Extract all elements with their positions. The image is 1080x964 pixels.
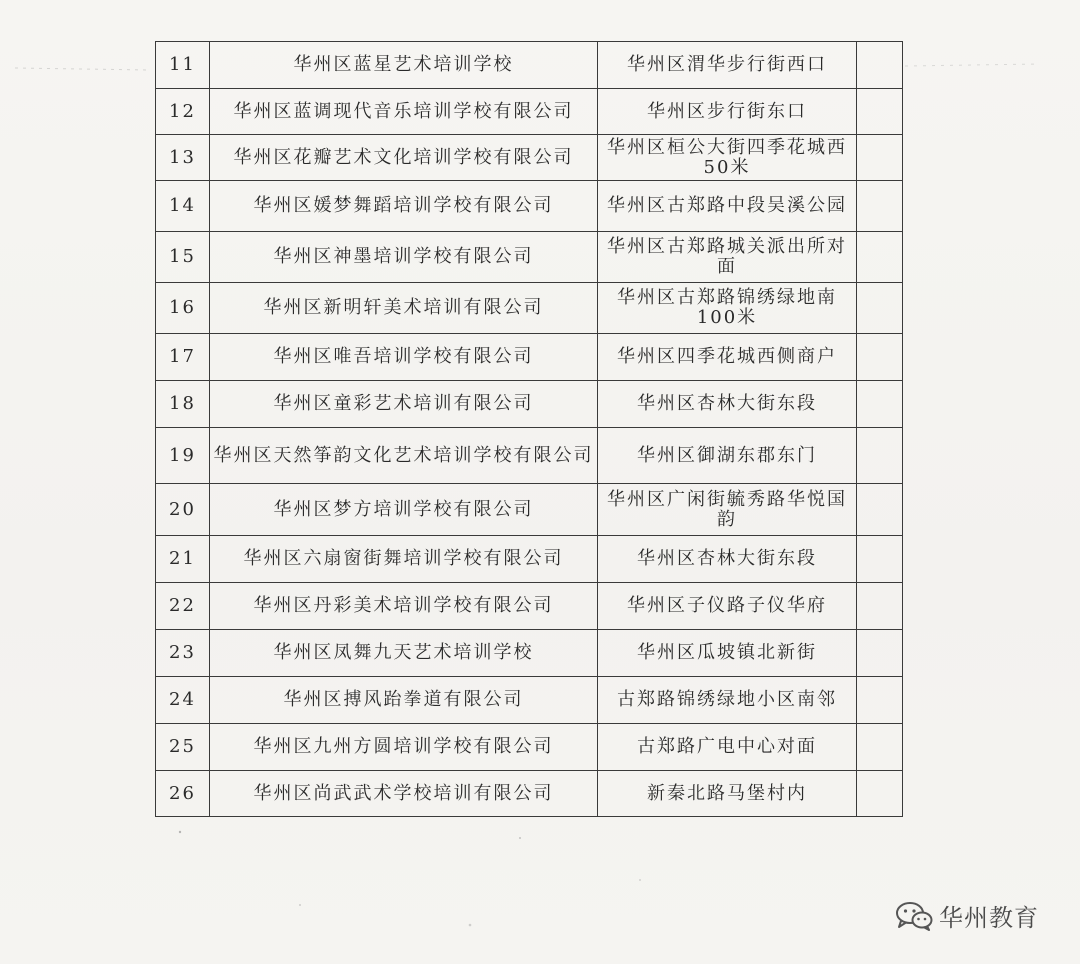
table-row bbox=[156, 771, 903, 817]
table-row bbox=[156, 484, 903, 536]
row-number: 18 bbox=[156, 381, 210, 428]
table-row bbox=[156, 283, 903, 334]
row-number: 26 bbox=[156, 771, 210, 817]
row-number: 24 bbox=[156, 677, 210, 724]
school-name: 华州区天然筝韵文化艺术培训学校有限公司 bbox=[210, 428, 598, 484]
school-name: 华州区童彩艺术培训有限公司 bbox=[210, 381, 598, 428]
watermark-text: 华州教育 bbox=[939, 904, 1039, 932]
remark-cell bbox=[857, 583, 903, 630]
school-name: 华州区媛梦舞蹈培训学校有限公司 bbox=[210, 181, 598, 232]
table-row bbox=[156, 428, 903, 484]
training-school-table bbox=[155, 41, 903, 817]
remark-cell bbox=[857, 232, 903, 283]
remark-cell bbox=[857, 42, 903, 89]
school-name: 华州区搏风跆拳道有限公司 bbox=[210, 677, 598, 724]
table-row bbox=[156, 630, 903, 677]
table-row bbox=[156, 381, 903, 428]
table-row bbox=[156, 232, 903, 283]
school-address: 华州区步行街东口 bbox=[598, 89, 857, 135]
school-address: 华州区广闲街毓秀路华悦国韵 bbox=[598, 484, 857, 536]
school-name: 华州区梦方培训学校有限公司 bbox=[210, 484, 598, 536]
remark-cell bbox=[857, 484, 903, 536]
remark-cell bbox=[857, 677, 903, 724]
remark-cell bbox=[857, 771, 903, 817]
school-address: 华州区御湖东郡东门 bbox=[598, 428, 857, 484]
school-address: 华州区瓜坡镇北新街 bbox=[598, 630, 857, 677]
row-number: 16 bbox=[156, 283, 210, 334]
table-row bbox=[156, 536, 903, 583]
table-row bbox=[156, 677, 903, 724]
school-address: 古郑路广电中心对面 bbox=[598, 724, 857, 771]
table-row bbox=[156, 89, 903, 135]
school-address: 新秦北路马堡村内 bbox=[598, 771, 857, 817]
school-name: 华州区九州方圆培训学校有限公司 bbox=[210, 724, 598, 771]
wechat-watermark bbox=[895, 898, 1039, 933]
remark-cell bbox=[857, 334, 903, 381]
row-number: 25 bbox=[156, 724, 210, 771]
school-name: 华州区尚武武术学校培训有限公司 bbox=[210, 771, 598, 817]
table-row bbox=[156, 583, 903, 630]
remark-cell bbox=[857, 283, 903, 334]
school-name: 华州区蓝调现代音乐培训学校有限公司 bbox=[210, 89, 598, 135]
remark-cell bbox=[857, 181, 903, 232]
remark-cell bbox=[857, 381, 903, 428]
table-row bbox=[156, 135, 903, 181]
row-number: 22 bbox=[156, 583, 210, 630]
row-number: 13 bbox=[156, 135, 210, 181]
school-address: 华州区桓公大街四季花城西50米 bbox=[598, 135, 857, 181]
school-address: 华州区古郑路中段吴溪公园 bbox=[598, 181, 857, 232]
school-address: 华州区渭华步行街西口 bbox=[598, 42, 857, 89]
school-address: 华州区杏林大街东段 bbox=[598, 381, 857, 428]
remark-cell bbox=[857, 428, 903, 484]
school-name: 华州区唯吾培训学校有限公司 bbox=[210, 334, 598, 381]
school-name: 华州区丹彩美术培训学校有限公司 bbox=[210, 583, 598, 630]
row-number: 17 bbox=[156, 334, 210, 381]
school-name: 华州区蓝星艺术培训学校 bbox=[210, 42, 598, 89]
school-address: 华州区四季花城西侧商户 bbox=[598, 334, 857, 381]
school-address: 华州区古郑路城关派出所对面 bbox=[598, 232, 857, 283]
school-name: 华州区花瓣艺术文化培训学校有限公司 bbox=[210, 135, 598, 181]
table-row bbox=[156, 42, 903, 89]
row-number: 20 bbox=[156, 484, 210, 536]
row-number: 15 bbox=[156, 232, 210, 283]
wechat-icon bbox=[895, 901, 933, 931]
row-number: 21 bbox=[156, 536, 210, 583]
remark-cell bbox=[857, 89, 903, 135]
school-address: 华州区杏林大街东段 bbox=[598, 536, 857, 583]
row-number: 14 bbox=[156, 181, 210, 232]
table-row bbox=[156, 724, 903, 771]
table-row bbox=[156, 334, 903, 381]
school-name: 华州区新明轩美术培训有限公司 bbox=[210, 283, 598, 334]
row-number: 11 bbox=[156, 42, 210, 89]
school-address: 华州区子仪路子仪华府 bbox=[598, 583, 857, 630]
school-name: 华州区神墨培训学校有限公司 bbox=[210, 232, 598, 283]
remark-cell bbox=[857, 630, 903, 677]
table-row bbox=[156, 181, 903, 232]
remark-cell bbox=[857, 135, 903, 181]
school-name: 华州区六扇窗街舞培训学校有限公司 bbox=[210, 536, 598, 583]
row-number: 12 bbox=[156, 89, 210, 135]
row-number: 23 bbox=[156, 630, 210, 677]
row-number: 19 bbox=[156, 428, 210, 484]
remark-cell bbox=[857, 536, 903, 583]
school-name: 华州区凤舞九天艺术培训学校 bbox=[210, 630, 598, 677]
school-address: 华州区古郑路锦绣绿地南100米 bbox=[598, 283, 857, 334]
school-address: 古郑路锦绣绿地小区南邻 bbox=[598, 677, 857, 724]
remark-cell bbox=[857, 724, 903, 771]
